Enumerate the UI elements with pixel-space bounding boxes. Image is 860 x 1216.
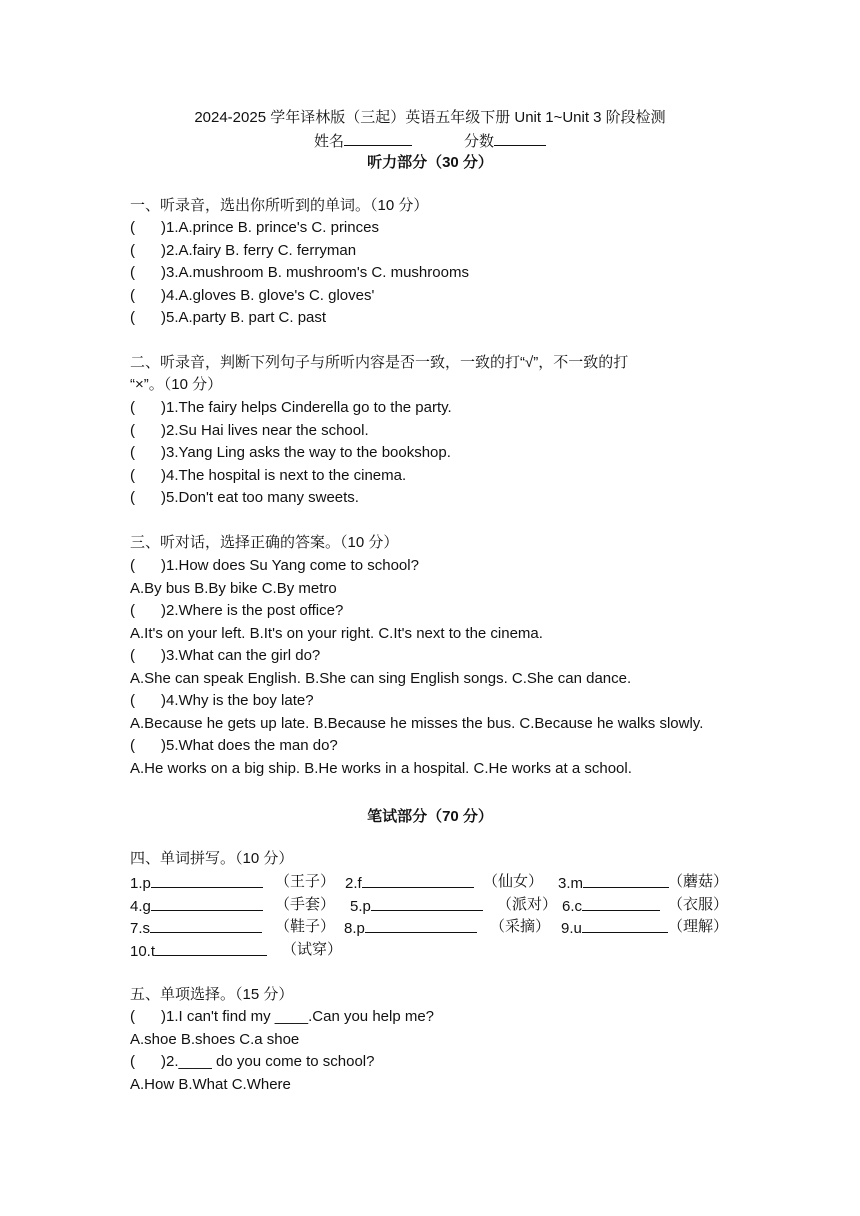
page-title: 2024-2025 学年译林版（三起）英语五年级下册 Unit 1~Unit 3 阶段检测 bbox=[194, 109, 666, 126]
spelling-blank[interactable] bbox=[371, 896, 483, 911]
spelling-hint: （仙女） bbox=[483, 873, 544, 890]
name-blank[interactable] bbox=[344, 131, 412, 146]
spelling-item: 3.m bbox=[558, 873, 669, 893]
name-label: 姓名 bbox=[313, 133, 344, 150]
score-label: 分数 bbox=[464, 133, 495, 150]
spelling-hint: （蘑菇） bbox=[668, 873, 729, 890]
list-item: ( )2.Su Hai lives near the school. bbox=[130, 422, 369, 439]
spelling-hint: （派对） bbox=[497, 896, 558, 913]
spelling-blank[interactable] bbox=[365, 918, 477, 933]
spelling-blank[interactable] bbox=[582, 918, 668, 933]
list-item: ( )3.A.mushroom B. mushroom's C. mushrooms bbox=[130, 264, 469, 281]
spelling-item: 9.u bbox=[561, 918, 668, 938]
question-item: ( )1.How does Su Yang come to school? bbox=[130, 557, 419, 574]
spelling-hint: （采摘） bbox=[490, 918, 551, 935]
answer-options: A.shoe B.shoes C.a shoe bbox=[130, 1031, 300, 1048]
question-item: ( )4.Why is the boy late? bbox=[130, 692, 314, 709]
section2-heading-line1: 二、听录音，判断下列句子与所听内容是否一致，一致的打“√”，不一致的打 bbox=[130, 354, 629, 371]
answer-options: A.By bus B.By bike C.By metro bbox=[130, 580, 337, 597]
list-item: ( )4.A.gloves B. glove's C. gloves' bbox=[130, 287, 375, 304]
spelling-item: 2.f bbox=[345, 873, 474, 893]
spelling-item: 5.p bbox=[350, 896, 483, 916]
spelling-hint: （试穿） bbox=[282, 941, 343, 958]
answer-options: A.Because he gets up late. B.Because he misses the bus. C.Because he walks slowly. bbox=[130, 715, 704, 732]
section3-heading: 三、听对话，选择正确的答案。（10 分） bbox=[130, 534, 399, 551]
name-score-line bbox=[0, 130, 860, 151]
list-item: ( )1.A.prince B. prince's C. princes bbox=[130, 219, 379, 236]
question-item: ( )1.I can't find my ____.Can you help me? bbox=[130, 1008, 435, 1025]
answer-options: A.She can speak English. B.She can sing English songs. C.She can dance. bbox=[130, 670, 632, 687]
spelling-hint: （衣服） bbox=[668, 896, 729, 913]
section1-heading: 一、听录音，选出你所听到的单词。（10 分） bbox=[130, 197, 429, 214]
section2-heading-line2: “×”。（10 分） bbox=[130, 376, 223, 393]
score-blank[interactable] bbox=[494, 131, 546, 146]
answer-options: A.How B.What C.Where bbox=[130, 1076, 291, 1093]
question-item: ( )5.What does the man do? bbox=[130, 737, 338, 754]
spelling-item: 7.s bbox=[130, 918, 262, 938]
section5-heading: 五、单项选择。（15 分） bbox=[130, 986, 294, 1003]
spelling-item: 10.t bbox=[130, 941, 267, 961]
spelling-hint: （理解） bbox=[668, 918, 729, 935]
writing-heading: 笔试部分（70 分） bbox=[367, 808, 493, 825]
spelling-hint: （王子） bbox=[275, 873, 336, 890]
list-item: ( )5.Don't eat too many sweets. bbox=[130, 489, 359, 506]
answer-options: A.He works on a big ship. B.He works in a hospital. C.He works at a school. bbox=[130, 760, 632, 777]
question-item: ( )3.What can the girl do? bbox=[130, 647, 321, 664]
spelling-blank[interactable] bbox=[151, 896, 263, 911]
section4-heading: 四、单词拼写。（10 分） bbox=[130, 850, 294, 867]
answer-options: A.It's on your left. B.It's on your right. C.It's next to the cinema. bbox=[130, 625, 543, 642]
spelling-item: 8.p bbox=[344, 918, 477, 938]
spelling-blank[interactable] bbox=[583, 873, 669, 888]
list-item: ( )2.A.fairy B. ferry C. ferryman bbox=[130, 242, 357, 259]
spelling-blank[interactable] bbox=[582, 896, 660, 911]
spelling-blank[interactable] bbox=[155, 941, 267, 956]
list-item: ( )4.The hospital is next to the cinema. bbox=[130, 467, 407, 484]
listening-heading: 听力部分（30 分） bbox=[367, 154, 493, 171]
spelling-item: 4.g bbox=[130, 896, 263, 916]
list-item: ( )1.The fairy helps Cinderella go to the party. bbox=[130, 399, 452, 416]
spelling-blank[interactable] bbox=[362, 873, 474, 888]
spelling-blank[interactable] bbox=[151, 873, 263, 888]
spelling-blank[interactable] bbox=[150, 918, 262, 933]
question-item: ( )2.Where is the post office? bbox=[130, 602, 344, 619]
spelling-item: 6.c bbox=[562, 896, 660, 916]
spelling-hint: （鞋子） bbox=[275, 918, 336, 935]
list-item: ( )3.Yang Ling asks the way to the bookshop. bbox=[130, 444, 451, 461]
spelling-item: 1.p bbox=[130, 873, 263, 893]
list-item: ( )5.A.party B. part C. past bbox=[130, 309, 327, 326]
spelling-hint: （手套） bbox=[275, 896, 336, 913]
question-item: ( )2.____ do you come to school? bbox=[130, 1053, 375, 1070]
